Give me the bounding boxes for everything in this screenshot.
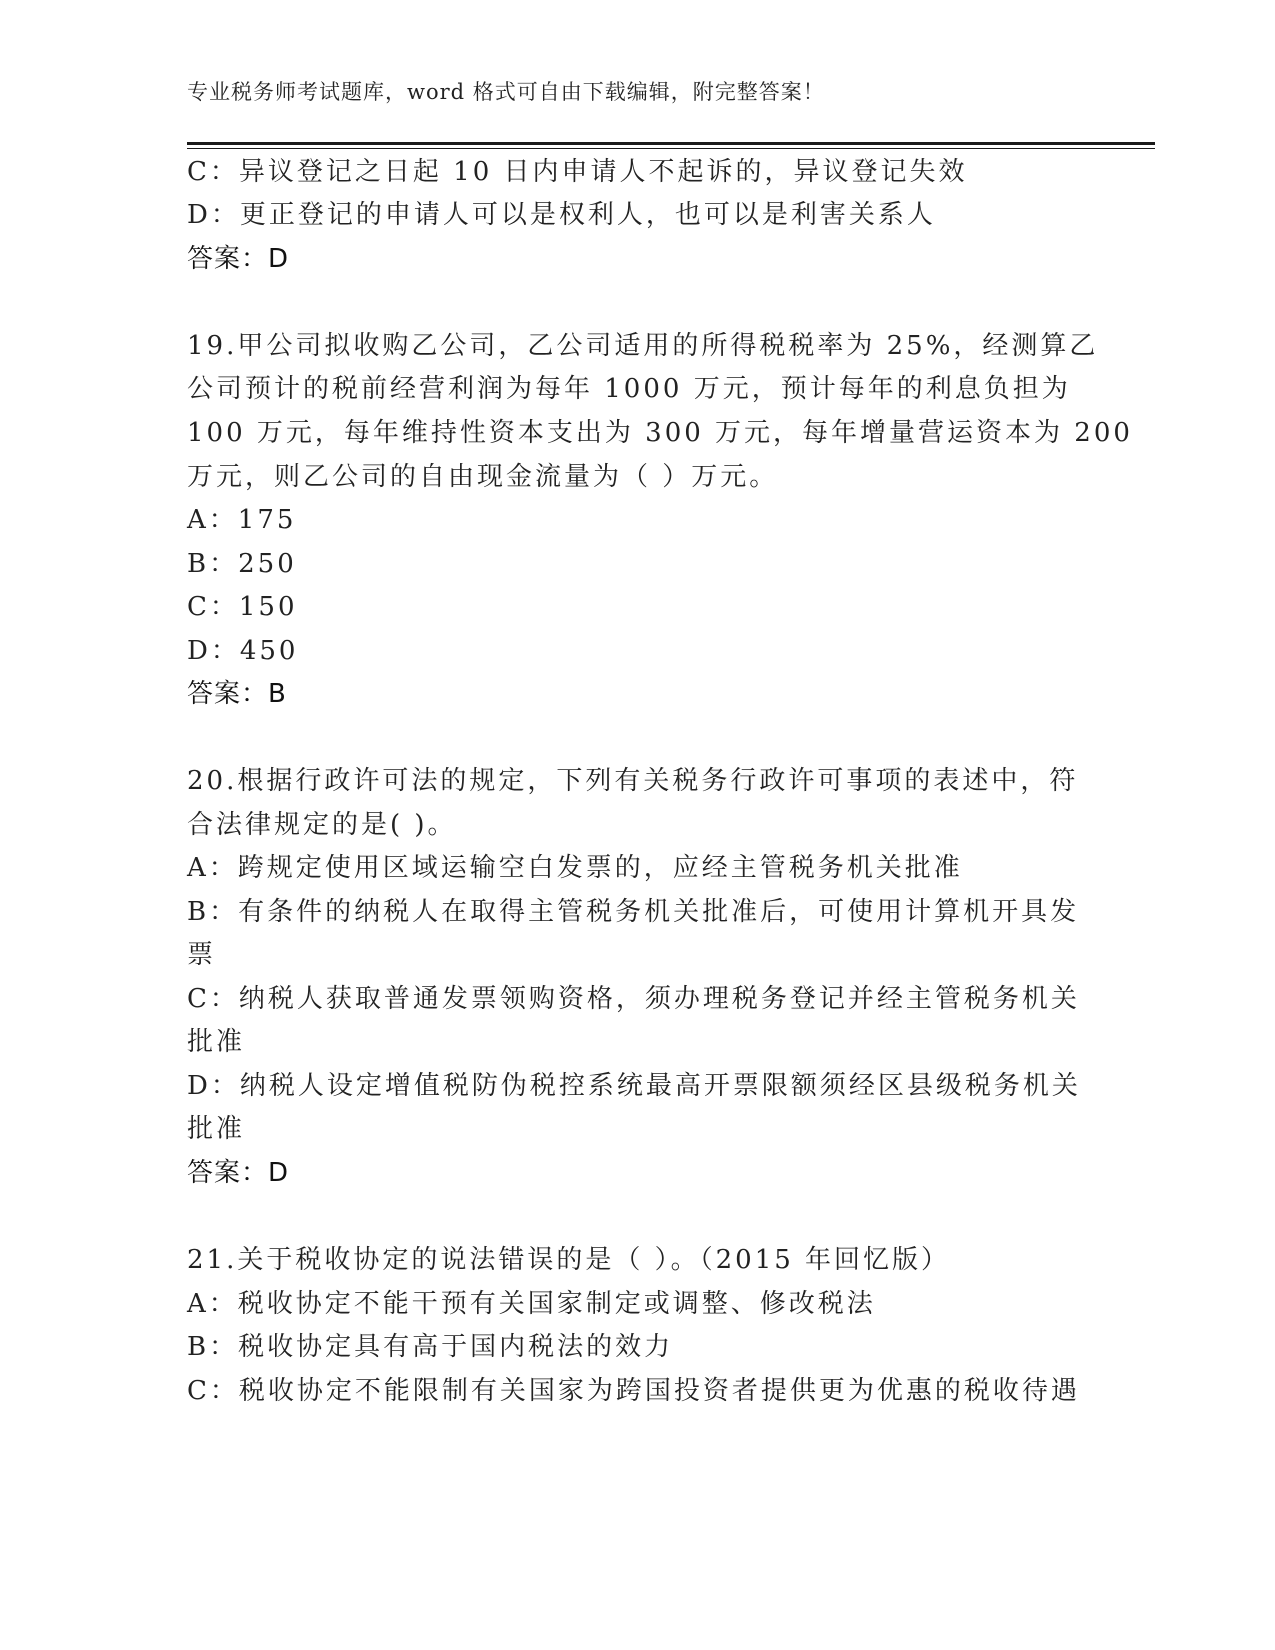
q19-option-c: C：150 [187, 592, 298, 622]
q19-stem-line-4: 万元，则乙公司的自由现金流量为（ ）万元。 [187, 462, 779, 492]
q21-option-a: A：税收协定不能干预有关国家制定或调整、修改税法 [187, 1289, 876, 1319]
q21-option-c: C：税收协定不能限制有关国家为跨国投资者提供更为优惠的税收待遇 [187, 1376, 1080, 1406]
q21-stem: 21.关于税收协定的说法错误的是（ ）。（2015 年回忆版） [187, 1245, 951, 1275]
q20-option-d-line-1: D：纳税人设定增值税防伪税控系统最高开票限额须经区县级税务机关 [187, 1071, 1081, 1101]
q19-stem-line-1: 19.甲公司拟收购乙公司，乙公司适用的所得税税率为 25%，经测算乙 [187, 331, 1099, 361]
q20-option-a: A：跨规定使用区域运输空白发票的，应经主管税务机关批准 [187, 853, 963, 883]
q20-option-b-line-2: 票 [187, 940, 217, 970]
q19-stem-line-3: 100 万元，每年维持性资本支出为 300 万元，每年增量营运资本为 200 [187, 418, 1133, 448]
q20-option-c-line-2: 批准 [187, 1027, 246, 1057]
q20-option-c-line-1: C：纳税人获取普通发票领购资格，须办理税务登记并经主管税务机关 [187, 984, 1080, 1014]
q19-stem-line-2: 公司预计的税前经营利润为每年 1000 万元，预计每年的利息负担为 [187, 374, 1071, 404]
q19-option-d: D：450 [187, 636, 299, 666]
q21-option-b: B：税收协定具有高于国内税法的效力 [187, 1332, 674, 1362]
q19-option-b: B：250 [187, 549, 297, 579]
q18-answer: 答案：D [187, 244, 290, 274]
q20-stem-line-1: 20.根据行政许可法的规定，下列有关税务行政许可事项的表述中，符 [187, 766, 1079, 796]
q20-stem-line-2: 合法律规定的是( )。 [187, 810, 457, 840]
header-rule-thick [187, 142, 1155, 145]
header-note: 专业税务师考试题库，word 格式可自由下载编辑，附完整答案！ [187, 80, 825, 104]
q19-option-a: A：175 [187, 505, 297, 535]
q20-option-d-line-2: 批准 [187, 1114, 246, 1144]
q18-option-d: D：更正登记的申请人可以是权利人，也可以是利害关系人 [187, 200, 936, 230]
q19-answer: 答案：B [187, 679, 287, 709]
q20-answer: 答案：D [187, 1158, 290, 1188]
header-rule-thin [187, 148, 1155, 149]
q20-option-b-line-1: B：有条件的纳税人在取得主管税务机关批准后，可使用计算机开具发 [187, 897, 1080, 927]
q18-option-c: C：异议登记之日起 10 日内申请人不起诉的，异议登记失效 [187, 157, 968, 187]
